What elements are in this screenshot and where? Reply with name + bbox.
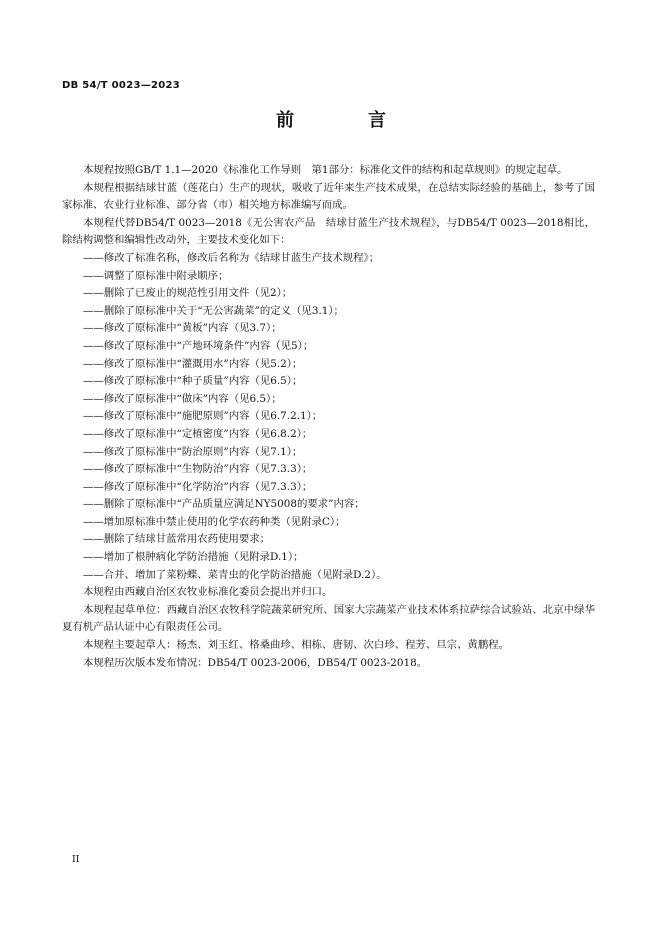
- change-item: ——修改了原标准中“黄板”内容（见3.7）；: [83, 322, 282, 335]
- page-title: 前 言: [276, 110, 414, 131]
- intro-paragraph: 本规程按照GB/T 1.1—2020《标准化工作导则 第1部分：标准化文件的结构和起草规则》的规定起草。: [83, 164, 568, 176]
- change-item: ——修改了标准名称，修改后名称为《结球甘蓝生产技术规程》；: [83, 251, 380, 264]
- drafting-units-paragraph: 本规程起草单位：西藏自治区农牧科学院蔬菜研究所、国家大宗蔬菜产业技术体系拉萨综合试验站、北京中绿华夏有机产品认证中心有限责任公司。: [62, 603, 595, 634]
- change-item: ——修改了原标准中“防治原则”内容（见7.1）；: [83, 445, 303, 458]
- change-item: ——修改了原标准中“化学防治”内容（见7.3.3）；: [83, 480, 313, 493]
- drafters-paragraph: 本规程主要起草人：杨杰、刘玉红、格桑曲珍、相栋、唐韧、次白珍、程芳、旦宗、黄鹏程。: [83, 639, 510, 652]
- change-item: ——修改了原标准中“施肥原则”内容（见6.7.2.1）；: [83, 410, 323, 423]
- change-item: ——合并、增加了菜粉蝶、菜青虫的化学防治措施（见附录D.2）。: [83, 568, 387, 581]
- change-item: ——调整了原标准中附录顺序；: [83, 269, 229, 282]
- change-item: ——增加原标准中禁止使用的化学农药种类（见附录C）；: [83, 515, 346, 528]
- version-history-paragraph: 本规程历次版本发布情况：DB54/T 0023-2006，DB54/T 0023-2018。: [83, 656, 428, 669]
- change-item: ——修改了原标准中“种子质量”内容（见6.5）；: [83, 375, 303, 388]
- change-item: ——修改了原标准中“灌溉用水”内容（见5.2）；: [83, 357, 303, 370]
- change-item: ——修改了原标准中“生物防治”内容（见7.3.3）；: [83, 463, 313, 476]
- change-item: ——删除了结球甘蓝常用农药使用要求；: [83, 533, 271, 546]
- document-code: DB 54/T 0023—2023: [62, 80, 181, 91]
- intro-paragraph: 本规程代替DB54/T 0023—2018《无公害农产品 结球甘蓝生产技术规程》，与DB54/T 0023—2018相比，除结构调整和编辑性改动外，主要技术变化如下：: [62, 216, 595, 247]
- change-item: ——修改了原标准中“定植密度”内容（见6.8.2）；: [83, 427, 313, 440]
- change-item: ——修改了原标准中“产地环境条件”内容（见5）；: [83, 339, 314, 352]
- change-item: ——删除了原标准中关于“无公害蔬菜”的定义（见3.1）；: [83, 304, 344, 317]
- change-item: ——删除了已废止的规范性引用文件（见2）；: [83, 287, 293, 300]
- change-item: ——修改了原标准中“做床”内容（见6.5）；: [83, 392, 282, 405]
- document-body: [62, 162, 595, 672]
- page-number: II: [72, 854, 80, 865]
- changes-list: [62, 250, 595, 584]
- change-item: ——增加了根肿病化学防治措施（见附录D.1）；: [83, 551, 304, 564]
- proposer-paragraph: 本规程由西藏自治区农牧业标准化委员会提出并归口。: [83, 586, 333, 599]
- change-item: ——删除了原标准中“产品质量应满足NY5008的要求”内容；: [83, 498, 365, 511]
- intro-paragraph: 本规程根据结球甘蓝（莲花白）生产的现状，吸收了近年来生产技术成果，在总结实际经验的基础上，参考了国家标准、农业行业标准、部分省（市）相关地方标准编写而成。: [62, 181, 595, 212]
